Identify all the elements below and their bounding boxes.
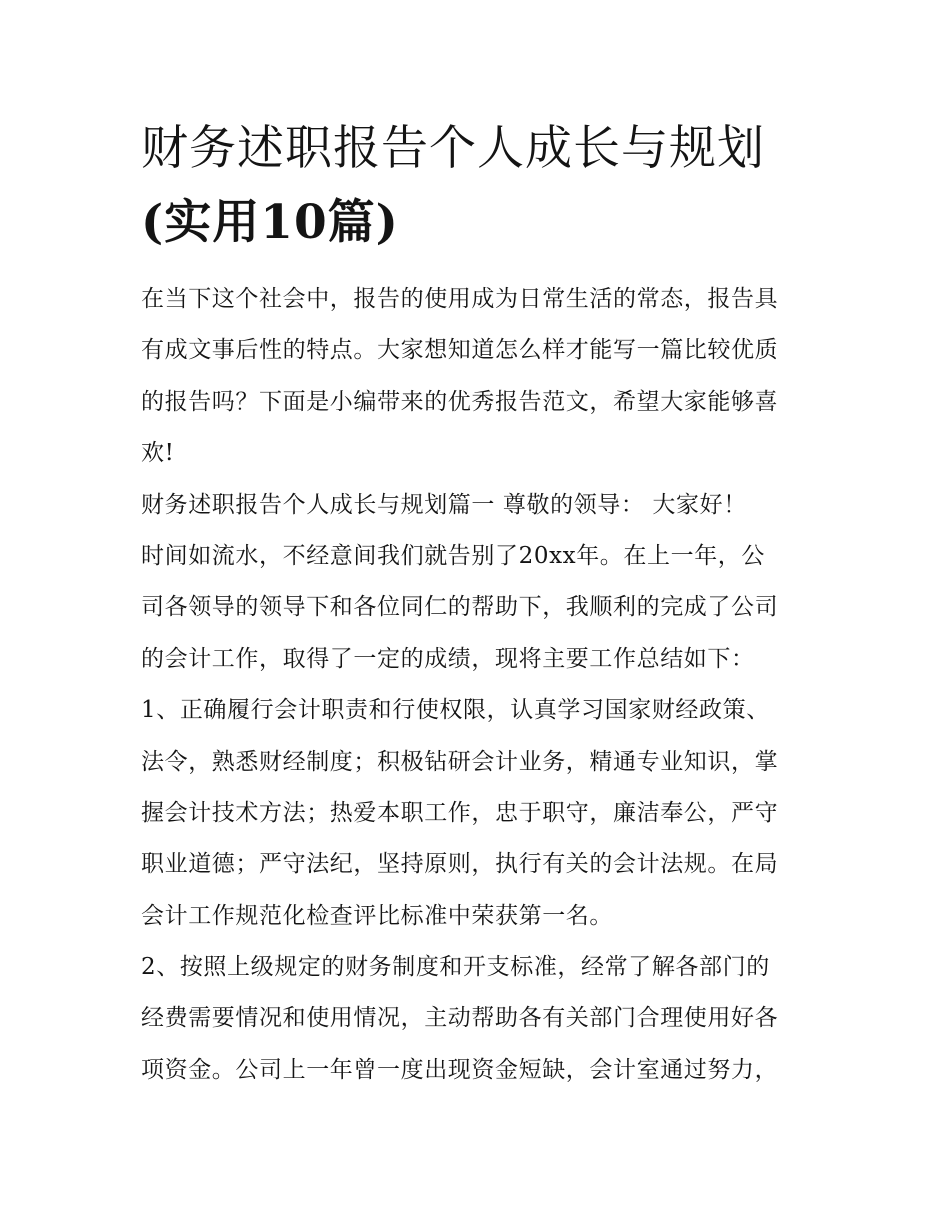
body-line: 司各领导的领导下和各位同仁的帮助下，我顺利的完成了公司	[141, 594, 779, 621]
title-line: 财务述职报告个人成长与规划	[141, 121, 765, 176]
body-line: 的会计工作，取得了一定的成绩，现将主要工作总结如下：	[141, 645, 755, 672]
body-line: 时间如流水，不经意间我们就告别了20xx年。在上一年，公	[141, 542, 766, 569]
body-line: 1、正确履行会计职责和行使权限，认真学习国家财经政策、	[141, 697, 770, 724]
document-body	[141, 274, 821, 1096]
body-line: 项资金。公司上一年曾一度出现资金短缺，会计室通过努力，	[141, 1056, 779, 1083]
body-line: 经费需要情况和使用情况，主动帮助各有关部门合理使用好各	[141, 1005, 779, 1032]
body-line: 握会计技术方法；热爱本职工作，忠于职守，廉洁奉公，严守	[141, 799, 779, 826]
body-line: 欢!	[141, 440, 175, 467]
body-line: 职业道德；严守法纪，坚持原则，执行有关的会计法规。在局	[141, 851, 779, 878]
body-line: 法令，熟悉财经制度；积极钻研会计业务，精通专业知识，掌	[141, 748, 779, 775]
body-line: 的报告吗？下面是小编带来的优秀报告范文，希望大家能够喜	[141, 388, 779, 415]
document-title	[141, 112, 831, 260]
body-line: 财务述职报告个人成长与规划篇一 尊敬的领导： 大家好！	[141, 491, 747, 518]
body-line: 有成文事后性的特点。大家想知道怎么样才能写一篇比较优质	[141, 337, 779, 364]
body-line: 2、按照上级规定的财务制度和开支标准，经常了解各部门的	[141, 954, 770, 981]
title-line: (实用10篇)	[141, 195, 399, 250]
body-line: 在当下这个社会中，报告的使用成为日常生活的常态，报告具	[141, 286, 779, 312]
body-line: 会计工作规范化检查评比标准中荣获第一名。	[141, 902, 613, 929]
